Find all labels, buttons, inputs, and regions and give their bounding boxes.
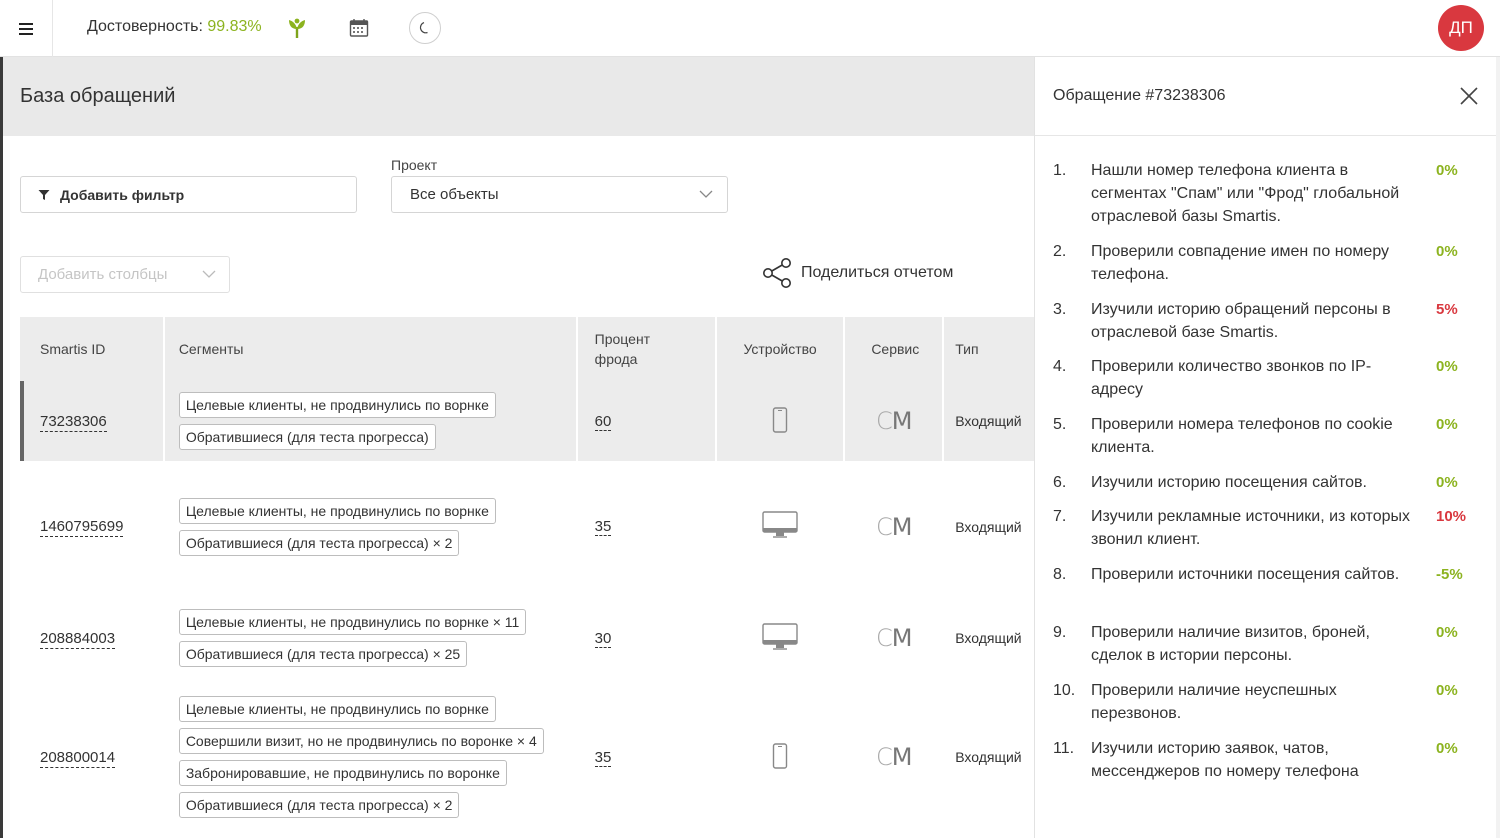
check-percent: 0% bbox=[1436, 740, 1458, 757]
segment-chip: Обратившиеся (для теста прогресса) × 2 bbox=[179, 530, 460, 556]
check-text: Изучили рекламные источники, из которых звонил клиент. bbox=[1091, 508, 1410, 548]
add-filter-label: Добавить фильтр bbox=[60, 186, 185, 203]
project-select-value: Все объекты bbox=[410, 186, 499, 203]
panel-scrollbar[interactable] bbox=[1496, 57, 1500, 838]
cell-fraud bbox=[577, 684, 717, 830]
check-text: Нашли номер телефона клиента в сегментах "Спам" или "Фрод" глобальной отраслевой базы Smartis. bbox=[1091, 162, 1400, 225]
cell-device bbox=[716, 461, 844, 592]
mobile-icon bbox=[772, 407, 788, 433]
cell-id bbox=[20, 684, 164, 830]
top-bar bbox=[0, 0, 1500, 57]
check-text: Изучили историю посещения сайтов. bbox=[1091, 474, 1367, 491]
reliability-label: Достоверность: bbox=[87, 18, 203, 35]
mobile-icon bbox=[772, 743, 788, 769]
table-header-row bbox=[20, 317, 1034, 381]
segment-chip: Совершили визит, но не продвинулись по воронке × 4 bbox=[179, 728, 544, 754]
chevron-down-icon bbox=[699, 189, 713, 199]
column-header-id[interactable]: Smartis ID bbox=[20, 317, 164, 381]
check-text: Проверили источники посещения сайтов. bbox=[1091, 566, 1400, 583]
check-number: 2. bbox=[1053, 243, 1067, 260]
segment-chip: Целевые клиенты, не продвинулись по ворнке bbox=[179, 392, 496, 418]
check-percent: 0% bbox=[1436, 416, 1458, 433]
cell-device bbox=[716, 684, 844, 830]
table-row[interactable] bbox=[20, 592, 1034, 684]
table-row[interactable] bbox=[20, 461, 1034, 592]
call-type: Входящий bbox=[955, 413, 1022, 429]
cell-segments bbox=[164, 592, 577, 684]
check-percent: 0% bbox=[1436, 682, 1458, 699]
check-percent: 0% bbox=[1436, 358, 1458, 375]
cell-type bbox=[943, 592, 1034, 684]
fraud-percent-link[interactable]: 35 bbox=[594, 748, 612, 766]
cell-segments bbox=[164, 684, 577, 830]
check-number: 9. bbox=[1053, 624, 1067, 641]
check-text: Проверили совпадение имен по номеру телефона. bbox=[1091, 243, 1390, 283]
check-number: 11. bbox=[1053, 740, 1075, 757]
row-id-link[interactable]: 208884003 bbox=[40, 629, 116, 647]
segment-chip: Целевые клиенты, не продвинулись по ворнке bbox=[179, 498, 496, 524]
reliability-indicator bbox=[87, 18, 262, 36]
cell-fraud bbox=[577, 592, 717, 684]
call-type: Входящий bbox=[955, 630, 1022, 646]
cell-service bbox=[844, 461, 943, 592]
check-text: Проверили наличие визитов, броней, сделок в истории персоны. bbox=[1091, 624, 1370, 664]
check-number: 10. bbox=[1053, 682, 1076, 699]
check-percent: 5% bbox=[1436, 301, 1458, 318]
cell-id bbox=[20, 461, 164, 592]
service-cm-logo: CM bbox=[876, 743, 912, 771]
cell-service bbox=[844, 592, 943, 684]
row-id-link[interactable]: 73238306 bbox=[40, 412, 107, 430]
desktop-icon bbox=[762, 511, 798, 539]
service-cm-logo: CM bbox=[876, 407, 912, 435]
segment-chip: Целевые клиенты, не продвинулись по ворнке bbox=[179, 696, 496, 722]
page-title: База обращений bbox=[3, 57, 1034, 136]
table-row[interactable] bbox=[20, 684, 1034, 830]
project-label: Проект bbox=[391, 157, 438, 173]
segment-chip: Целевые клиенты, не продвинулись по ворнке × 11 bbox=[179, 609, 527, 635]
check-number: 8. bbox=[1053, 566, 1067, 583]
check-text: Изучили историю заявок, чатов, мессенджеров по номеру телефона bbox=[1091, 740, 1359, 780]
share-report-label: Поделиться отчетом bbox=[801, 264, 954, 281]
check-text: Проверили количество звонков по IP-адресу bbox=[1091, 358, 1372, 398]
cell-service bbox=[844, 684, 943, 830]
check-percent: 0% bbox=[1436, 474, 1458, 491]
check-number: 5. bbox=[1053, 416, 1067, 433]
share-report-button[interactable] bbox=[761, 257, 953, 289]
row-id-link[interactable]: 208800014 bbox=[40, 748, 116, 766]
check-percent: -5% bbox=[1436, 566, 1463, 583]
call-type: Входящий bbox=[955, 749, 1022, 765]
check-number: 1. bbox=[1053, 162, 1067, 179]
check-number: 4. bbox=[1053, 358, 1067, 375]
segment-chip: Обратившиеся (для теста прогресса) × 25 bbox=[179, 641, 467, 667]
chevron-down-icon bbox=[202, 269, 216, 279]
project-select[interactable] bbox=[391, 176, 728, 213]
fraud-percent-link[interactable]: 30 bbox=[594, 629, 612, 647]
check-percent: 0% bbox=[1436, 243, 1458, 260]
add-columns-select[interactable] bbox=[20, 256, 230, 293]
call-type: Входящий bbox=[955, 518, 1022, 535]
cell-type bbox=[943, 381, 1034, 461]
segment-chip: Обратившиеся (для теста прогресса) × 2 bbox=[179, 792, 460, 818]
check-text: Проверили наличие неуспешных перезвонов. bbox=[1091, 682, 1337, 722]
service-cm-logo: CM bbox=[876, 624, 912, 652]
close-icon[interactable] bbox=[1460, 87, 1478, 110]
leaf-icon[interactable] bbox=[285, 16, 309, 45]
filter-icon bbox=[38, 189, 50, 201]
segment-chip: Обратившиеся (для теста прогресса) bbox=[179, 424, 436, 450]
moon-icon[interactable] bbox=[409, 12, 441, 44]
cell-fraud bbox=[577, 461, 717, 592]
fraud-percent-link[interactable]: 35 bbox=[594, 518, 612, 535]
check-percent: 0% bbox=[1436, 624, 1458, 641]
column-header-service[interactable]: Сервис bbox=[844, 317, 943, 381]
column-header-fraud[interactable] bbox=[577, 317, 717, 381]
share-icon bbox=[761, 257, 793, 289]
segment-chip: Забронировавшие, не продвинулись по воронке bbox=[179, 760, 507, 786]
cell-segments bbox=[164, 461, 577, 592]
check-percent: 0% bbox=[1436, 162, 1458, 179]
cell-fraud bbox=[577, 381, 717, 461]
check-number: 6. bbox=[1053, 474, 1067, 491]
cell-id bbox=[20, 592, 164, 684]
desktop-icon bbox=[762, 623, 798, 651]
add-filter-button[interactable] bbox=[20, 176, 357, 213]
appeal-detail-panel bbox=[1034, 57, 1500, 838]
calendar-icon[interactable] bbox=[349, 18, 369, 43]
add-columns-label: Добавить столбцы bbox=[38, 266, 168, 283]
main-content bbox=[3, 57, 1034, 838]
column-header-fraud-label: Процент фрода bbox=[594, 331, 651, 367]
row-id-link[interactable]: 1460795699 bbox=[40, 518, 124, 535]
reliability-value: 99.83% bbox=[207, 18, 262, 35]
check-text: Проверили номера телефонов по cookie клиента. bbox=[1091, 416, 1393, 456]
check-number: 3. bbox=[1053, 301, 1067, 318]
avatar[interactable]: ДП bbox=[1438, 5, 1484, 51]
cell-type bbox=[943, 461, 1034, 592]
cell-id bbox=[20, 381, 164, 461]
panel-title: Обращение #73238306 bbox=[1035, 57, 1500, 136]
column-header-segments[interactable]: Сегменты bbox=[164, 317, 577, 381]
cell-type bbox=[943, 684, 1034, 830]
cell-service bbox=[844, 381, 943, 461]
cell-device bbox=[716, 592, 844, 684]
cell-segments bbox=[164, 381, 577, 461]
check-percent: 10% bbox=[1436, 508, 1467, 525]
menu-icon[interactable] bbox=[0, 0, 53, 57]
column-header-device[interactable]: Устройство bbox=[716, 317, 844, 381]
check-text: Изучили историю обращений персоны в отраслевой базе Smartis. bbox=[1091, 301, 1391, 341]
service-cm-logo: CM bbox=[876, 512, 912, 541]
check-number: 7. bbox=[1053, 508, 1067, 525]
fraud-percent-link[interactable]: 60 bbox=[594, 412, 612, 430]
appeals-table bbox=[20, 317, 1034, 830]
table-row[interactable] bbox=[20, 381, 1034, 461]
cell-device bbox=[716, 381, 844, 461]
column-header-type[interactable]: Тип bbox=[943, 317, 1034, 381]
